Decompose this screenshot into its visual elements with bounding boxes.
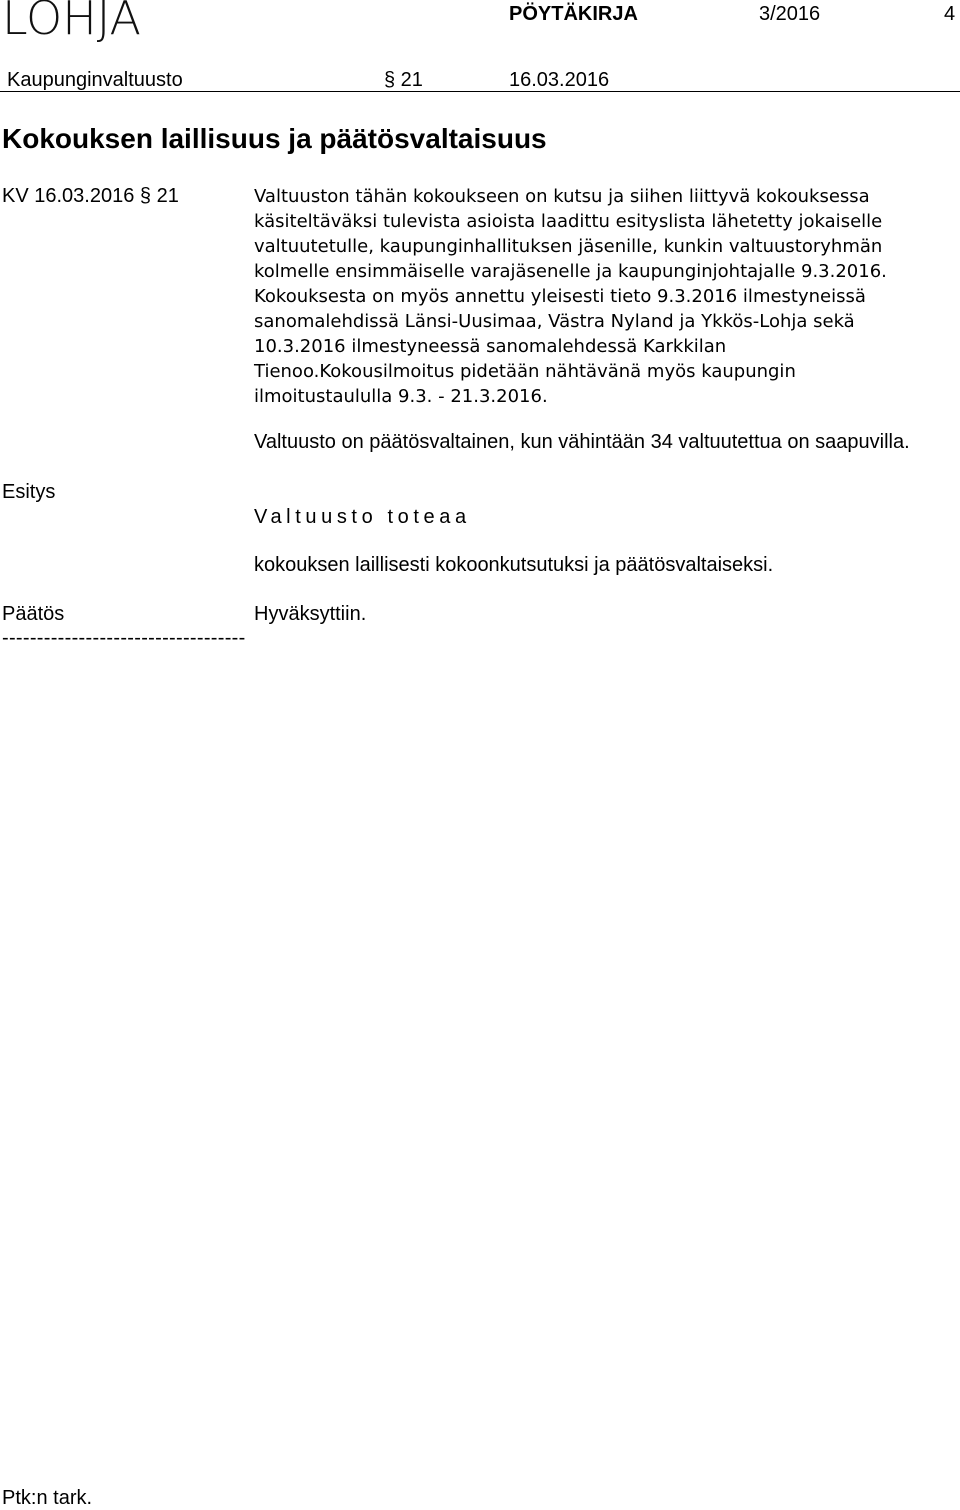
item-reference: KV 16.03.2016 § 21: [2, 185, 179, 207]
footer-note: Ptk:n tark.: [2, 1487, 93, 1509]
paragraph-line: käsiteltäväksi tulevista asioista laadittu esityslista lähetetty jokaiselle: [254, 211, 883, 232]
paragraph-line: kolmelle ensimmäiselle varajäsenelle ja kaupunginjohtajalle 9.3.2016.: [254, 261, 887, 282]
paragraph-line: 10.3.2016 ilmestyneessä sanomalehdessä Karkkilan: [254, 336, 727, 357]
page-number: 4: [944, 3, 956, 25]
paragraph-line: Valtuuston tähän kokoukseen on kutsu ja siihen liittyvä kokouksessa: [254, 186, 870, 207]
paragraph-line: ilmoitustaululla 9.3. - 21.3.2016.: [254, 386, 548, 407]
document-number: 3/2016: [759, 3, 821, 25]
quorum-paragraph: Valtuusto on päätösvaltainen, kun vähintään 34 valtuutettua on saapuvilla.: [254, 431, 910, 453]
meeting-date: 16.03.2016: [509, 69, 610, 91]
paragraph-line: Tienoo.Kokousilmoitus pidetään nähtävänä myös kaupungin: [254, 361, 796, 382]
paragraph-line: Kokouksesta on myös annettu yleisesti tieto 9.3.2016 ilmestyneissä: [254, 286, 866, 307]
proposal-text: kokouksen laillisesti kokoonkutsutuksi ja päätösvaltaiseksi.: [254, 554, 774, 576]
lohja-logo: LOHJA: [2, 0, 142, 45]
section-separator: -----------------------------------: [2, 627, 246, 649]
governing-body-name: Kaupunginvaltuusto: [7, 69, 183, 91]
paragraph-line: valtuutetulle, kaupunginhallituksen jäsenille, kunkin valtuustoryhmän: [254, 236, 883, 257]
proposal-label: Esitys: [2, 481, 56, 503]
invitation-paragraph: [254, 184, 914, 409]
decision-text: Hyväksyttiin.: [254, 603, 367, 625]
header-divider: [0, 91, 960, 92]
section-reference: § 21: [384, 69, 423, 91]
paragraph-line: sanomalehdissä Länsi-Uusimaa, Västra Nyland ja Ykkös-Lohja sekä: [254, 311, 855, 332]
decision-label: Päätös: [2, 603, 65, 625]
document-type: PÖYTÄKIRJA: [509, 3, 638, 25]
page-title: Kokouksen laillisuus ja päätösvaltaisuus: [2, 123, 547, 154]
proposal-heading: Valtuusto toteaa: [254, 506, 471, 528]
